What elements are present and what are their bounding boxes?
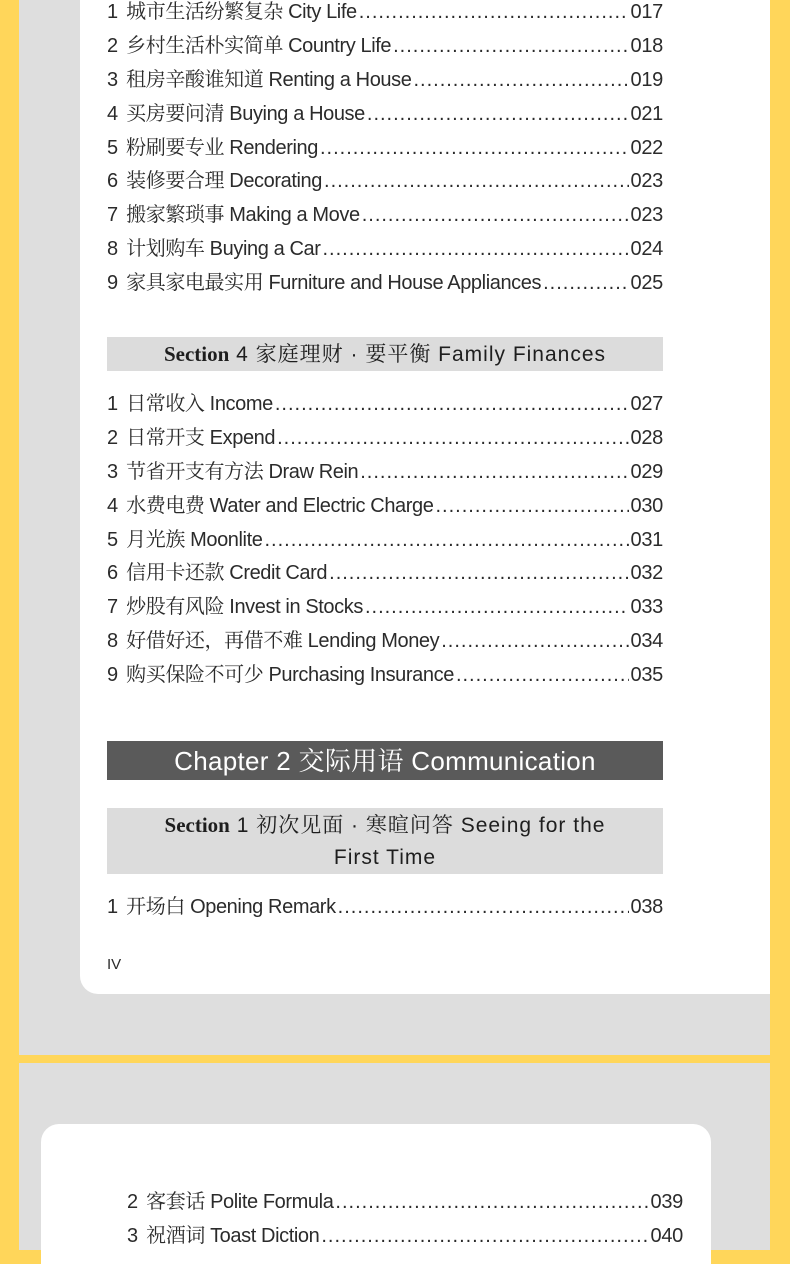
dot-leader	[456, 659, 629, 693]
section-word: Section	[164, 813, 230, 837]
section-title: 4 家庭理财 · 要平衡 Family Finances	[236, 343, 607, 366]
toc-entry[interactable]	[107, 490, 663, 524]
dot-leader	[264, 524, 628, 558]
toc-entry-page: 039	[650, 1191, 683, 1213]
toc-entry-number: 9	[107, 664, 119, 687]
toc-entry-page: 019	[630, 68, 663, 91]
toc-entry-title: 计划购车 Buying a Car	[126, 238, 321, 261]
toc-entry[interactable]	[107, 0, 663, 30]
toc-list-bottom	[127, 1186, 683, 1254]
dot-leader	[393, 30, 628, 64]
toc-entry-page: 022	[630, 136, 663, 159]
dot-leader	[441, 625, 628, 659]
dot-leader	[275, 388, 629, 422]
toc-entry-page: 025	[630, 272, 663, 295]
toc-entry-title: 装修要合理 Decorating	[126, 170, 323, 193]
dot-leader	[367, 98, 629, 132]
toc-list-section4	[107, 388, 663, 693]
toc-entry-page: 040	[650, 1224, 683, 1247]
toc-entry-title: 开场白 Opening Remark	[126, 896, 336, 918]
toc-entry-title: 日常开支 Expend	[126, 426, 276, 449]
toc-entry-number: 6	[107, 170, 119, 193]
toc-entry[interactable]	[107, 199, 663, 233]
toc-entry[interactable]	[107, 132, 663, 166]
toc-entry[interactable]	[107, 233, 663, 267]
dot-leader	[320, 132, 629, 166]
toc-entry[interactable]	[107, 422, 663, 456]
toc-entry-number: 7	[107, 596, 119, 619]
toc-entry-number: 5	[107, 528, 119, 551]
toc-entry-title: 炒股有风险 Invest in Stocks	[126, 596, 363, 619]
toc-entry-number: 2	[107, 34, 119, 57]
toc-entry-title: 客套话 Polite Formula	[146, 1191, 334, 1213]
toc-entry-number: 9	[107, 272, 119, 295]
toc-entry[interactable]	[107, 524, 663, 558]
toc-entry-page: 031	[630, 528, 663, 551]
toc-entry[interactable]	[107, 388, 663, 422]
toc-entry-title: 租房辛酸谁知道 Renting a House	[126, 68, 412, 91]
toc-entry-page: 035	[630, 664, 663, 687]
dot-leader	[435, 490, 628, 524]
section-title-line1: 1 初次见面 · 寒暄问答 Seeing for the	[236, 814, 606, 837]
toc-entry-page: 017	[630, 1, 663, 23]
toc-entry-number: 2	[127, 1191, 139, 1213]
toc-entry-title: 祝酒词 Toast Diction	[146, 1224, 320, 1247]
toc-entry[interactable]	[107, 625, 663, 659]
page-number: IV	[107, 956, 122, 973]
toc-entry-page: 032	[630, 562, 663, 585]
toc-entry[interactable]	[107, 267, 663, 301]
dot-leader	[321, 1220, 648, 1254]
toc-entry-page: 030	[630, 494, 663, 517]
toc-entry-title: 水费电费 Water and Electric Charge	[126, 494, 434, 517]
dot-leader	[365, 591, 629, 625]
toc-entry[interactable]	[107, 557, 663, 591]
dot-leader	[360, 456, 628, 490]
dot-leader	[362, 199, 629, 233]
toc-entry[interactable]	[107, 30, 663, 64]
toc-entry-number: 2	[107, 426, 119, 449]
toc-entry-number: 8	[107, 630, 119, 653]
toc-entry-page: 023	[630, 170, 663, 193]
toc-entry-title: 好借好还，再借不难 Lending Money	[126, 630, 440, 653]
toc-entry[interactable]	[107, 64, 663, 98]
toc-entry-number: 3	[107, 68, 119, 91]
toc-entry-number: 1	[107, 896, 119, 918]
dot-leader	[543, 267, 628, 301]
toc-entry[interactable]	[127, 1220, 683, 1254]
toc-entry[interactable]	[107, 456, 663, 490]
toc-entry[interactable]	[107, 591, 663, 625]
toc-entry-number: 8	[107, 238, 119, 261]
toc-entry-page: 028	[630, 426, 663, 449]
toc-entry-title: 节省开支有方法 Draw Rein	[126, 460, 359, 483]
dot-leader	[329, 557, 628, 591]
toc-entry-title: 乡村生活朴实简单 Country Life	[126, 34, 392, 57]
toc-entry-title: 信用卡还款 Credit Card	[126, 562, 328, 585]
toc-entry-number: 6	[107, 562, 119, 585]
toc-entry-number: 3	[107, 460, 119, 483]
toc-entry[interactable]	[107, 98, 663, 132]
toc-entry-number: 1	[107, 1, 119, 23]
toc-entry-number: 1	[107, 393, 119, 415]
toc-entry-page: 024	[630, 238, 663, 261]
toc-entry-title: 月光族 Moonlite	[126, 528, 263, 551]
toc-entry-title: 粉刷要专业 Rendering	[126, 136, 318, 159]
toc-entry-title: 城市生活纷繁复杂 City Life	[126, 1, 357, 23]
section-heading-4	[107, 337, 663, 371]
chapter-heading-2: Chapter 2 交际用语 Communication	[107, 741, 663, 780]
dot-leader	[413, 64, 628, 98]
toc-entry-page: 033	[630, 596, 663, 619]
toc-entry-title: 买房要问清 Buying a House	[126, 102, 365, 125]
toc-entry-page: 034	[630, 630, 663, 653]
toc-entry-page: 018	[630, 34, 663, 57]
toc-entry-number: 4	[107, 102, 119, 125]
section-heading-1	[107, 808, 663, 874]
toc-entry-page: 021	[630, 102, 663, 125]
toc-entry[interactable]	[107, 891, 663, 925]
toc-entry[interactable]	[107, 165, 663, 199]
toc-entry-page: 029	[630, 460, 663, 483]
section-word: Section	[163, 342, 230, 366]
dot-leader	[277, 422, 628, 456]
section-title-line2: First Time	[333, 846, 437, 869]
toc-entry-page: 027	[630, 393, 663, 415]
toc-entry[interactable]	[107, 659, 663, 693]
toc-entry-number: 7	[107, 204, 119, 227]
toc-entry-title: 日常收入 Income	[126, 393, 273, 415]
toc-list-section3	[107, 0, 663, 301]
toc-list-chapter2-section1	[107, 891, 663, 925]
dot-leader	[359, 0, 629, 30]
toc-entry-number: 5	[107, 136, 119, 159]
toc-entry[interactable]	[127, 1186, 683, 1220]
toc-entry-title: 购买保险不可少 Purchasing Insurance	[126, 664, 454, 687]
toc-entry-page: 023	[630, 204, 663, 227]
dot-leader	[338, 891, 629, 925]
dot-leader	[335, 1186, 648, 1220]
toc-entry-number: 3	[127, 1224, 139, 1247]
toc-entry-page: 038	[630, 896, 663, 918]
toc-entry-title: 搬家繁琐事 Making a Move	[126, 204, 360, 227]
dot-leader	[324, 165, 629, 199]
toc-entry-number: 4	[107, 494, 119, 517]
dot-leader	[323, 233, 629, 267]
toc-entry-title: 家具家电最实用 Furniture and House Appliances	[126, 272, 542, 295]
